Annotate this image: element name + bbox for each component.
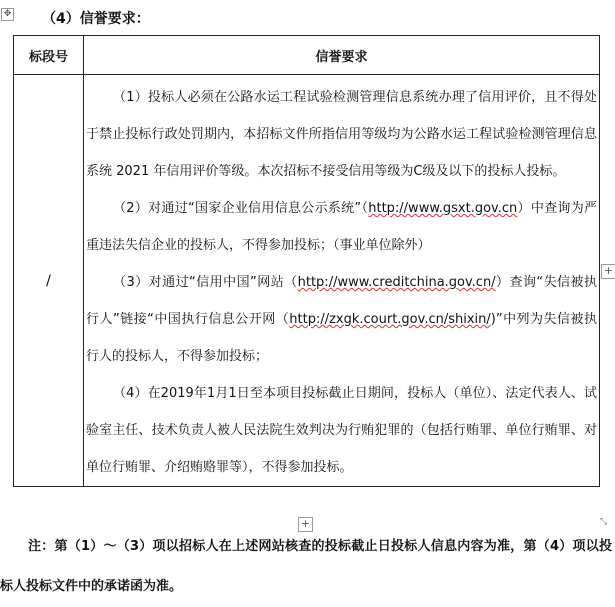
credit-requirements-table [13, 35, 600, 487]
url-link: http://zxgk.court.gov.cn/shixin/ [289, 312, 491, 327]
header-segment-number: 标段号 [14, 36, 84, 75]
segment-number-cell: / [14, 75, 84, 487]
requirement-paragraph-4: （4）在2019年1月1日至本项目投标截止日期间，投标人（单位）、法定代表人、试验室主任、技术负责人被人民法院生效判决为行贿犯罪的（包括行贿罪、单位行贿罪、对单位行贿罪、介绍贿赂罪等），不得参加投标。 [86, 386, 597, 475]
section-heading: （4）信誉要求： [42, 11, 150, 27]
table-row [14, 75, 600, 487]
requirement-paragraph-1: （1）投标人必须在公路水运工程试验检测管理信息系统办理了信用评价，且不得处于禁止投标行政处罚期内，本招标文件所指信用等级均为公路水运工程试验检测管理信息系统 2021 年信用评价等级。本次招标不接受信用等级为C级及以下的投标人投标。 [86, 90, 597, 179]
url-link: http://www.creditchina.gov.cn/ [297, 275, 496, 290]
table-move-handle-icon[interactable]: ✥ [1, 8, 14, 21]
table-header-row [14, 36, 600, 75]
requirement-paragraph-2: （2）对通过“国家企业信用信息公示系统”（http://www.gsxt.gov.cn）中查询为严重违法失信企业的投标人，不得参加投标；（事业单位除外） [86, 201, 597, 253]
requirement-content-cell [84, 75, 600, 487]
add-column-plus-icon[interactable]: + [601, 264, 615, 279]
url-link: http://www.gsxt.gov.cn [368, 201, 518, 216]
header-credit-requirement: 信誉要求 [84, 36, 600, 75]
table-resize-icon[interactable]: ⤡ [600, 517, 608, 527]
footnote: 注：第（1）～（3）项以招标人在上述网站核查的投标截止日投标人信息内容为准，第（4）项以投标人投标文件中的承诺函为准。 [0, 539, 612, 594]
add-row-plus-icon[interactable]: + [298, 517, 313, 532]
requirement-paragraph-3: （3）对通过“信用中国”网站（http://www.creditchina.gov.cn/）查询“失信被执行人”链接“中国执行信息公开网（http://zxgk.court.gov.cn/shixin/)”中列为失信被执行人的投标人，不得参加投标； [86, 275, 597, 364]
